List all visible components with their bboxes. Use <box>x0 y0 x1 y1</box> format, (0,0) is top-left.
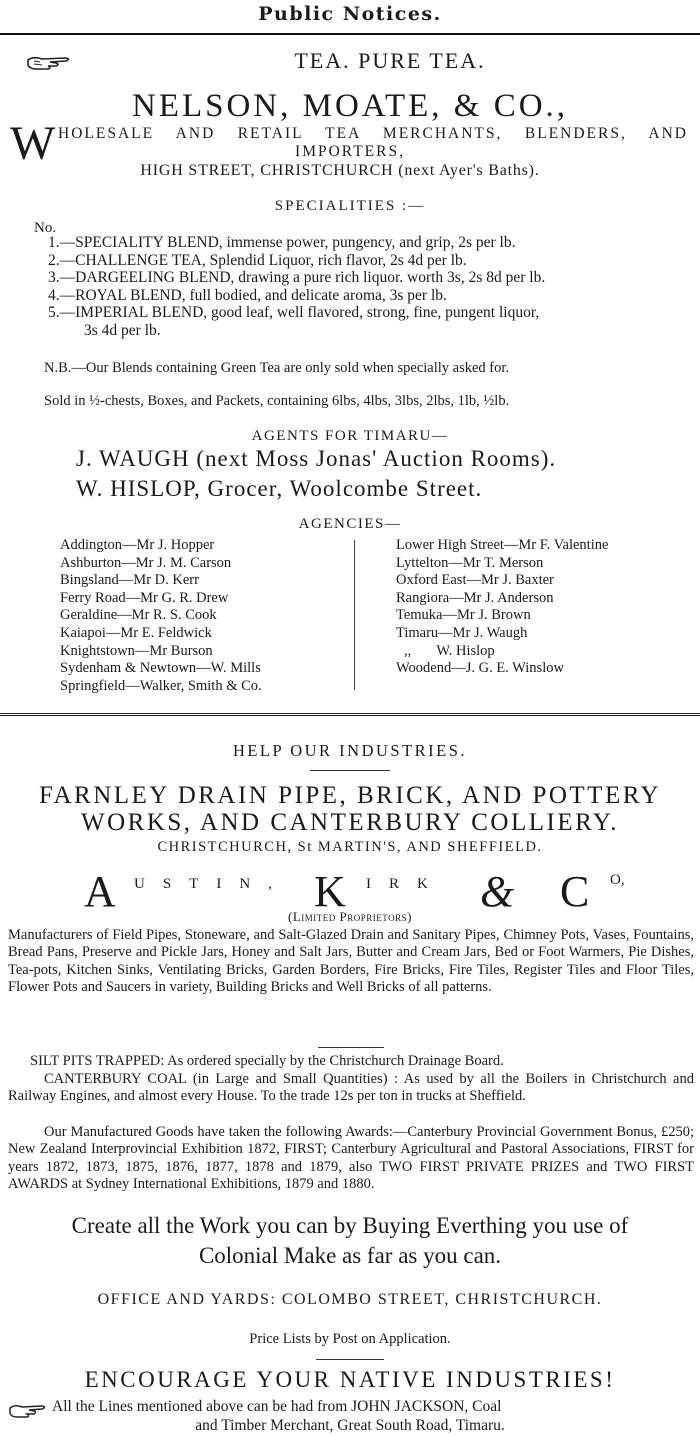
works-title: FARNLEY DRAIN PIPE, BRICK, AND POTTERY <box>38 782 662 809</box>
list-item: Temuka—Mr J. Brown <box>396 607 531 624</box>
short-rule <box>316 1359 384 1360</box>
list-item: ,, W. Hislop <box>404 642 495 659</box>
firm-initial: C <box>560 867 590 916</box>
trade-line: HOLESALE AND RETAIL TEA MERCHANTS, BLENDERS, AND <box>58 125 688 142</box>
encourage-headline: ENCOURAGE YOUR NATIVE INDUSTRIES! <box>84 1367 616 1392</box>
list-item: 5.—IMPERIAL BLEND, good leaf, well flavored, strong, fine, pungent liquor, <box>48 304 540 322</box>
list-item: Sydenham & Newtown—W. Mills <box>60 660 261 677</box>
coal-paragraph: CANTERBURY COAL (in Large and Small Quantities) : As used by all the Boilers in Christchurch and Railway Engines, and almost every House. To the trade 12s per ton in trucks at Sheffield. <box>8 1071 694 1105</box>
list-item: Geraldine—Mr R. S. Cook <box>60 607 217 624</box>
list-item: 4.—ROYAL BLEND, full bodied, and delicate aroma, 3s per lb. <box>48 286 447 304</box>
list-item: 2.—CHALLENGE TEA, Splendid Liquor, rich flavor, 2s 4d per lb. <box>48 251 467 269</box>
agent-waugh: J. WAUGH (next Moss Jonas' Auction Rooms). <box>76 446 557 471</box>
list-item: Kaiapoi—Mr E. Feldwick <box>60 624 212 641</box>
agencies-right-column <box>396 537 608 678</box>
brick-headline: HELP OUR INDUSTRIES. <box>232 741 468 760</box>
nb-note: N.B.—Our Blends containing Green Tea are only sold when specially asked for. <box>44 360 510 376</box>
ad-divider <box>0 713 700 716</box>
list-item: Ashburton—Mr J. M. Carson <box>60 554 232 571</box>
list-item: Knightstown—Mr Burson <box>60 642 213 659</box>
list-item: Bingsland—Mr D. Kerr <box>60 572 199 589</box>
list-item: Lower High Street—Mr F. Valentine <box>396 537 609 553</box>
trade-line: IMPORTERS, <box>295 143 405 160</box>
specialities-list <box>48 234 545 340</box>
list-item: 3.—DARGEELING BLEND, drawing a pure rich liquor. worth 3s, 2s 8d per lb. <box>48 269 546 287</box>
firm-name: USTIN, <box>134 876 290 892</box>
short-rule <box>310 770 390 771</box>
list-item: Oxford East—Mr J. Baxter <box>396 572 554 589</box>
list-item: 3s 4d per lb. <box>84 321 161 339</box>
company-name: NELSON, MOATE, & CO., <box>131 88 569 124</box>
list-item: Springfield—Walker, Smith & Co. <box>60 677 262 694</box>
list-item: 1.—SPECIALITY BLEND, immense power, pungency, and grip, 2s per lb. <box>48 234 516 251</box>
manufacturers-paragraph: Manufacturers of Field Pipes, Stoneware, and Salt-Glazed Drain and Sanitary Pipes, Chimney Pots, Vases, Fountains, Bread Pans, Preserve and Pickle Jars, Honey and Salt Jars, Butter and Cream Jars, Bed or Foot Warmers, Pie Dishes, Tea-pots, Kitchen Sinks, Ventilating Bricks, Garden Borders, Fire Bricks, Fire Tiles, Register Tiles and Floor Tiles, Flower Pots and Saucers in variety, Building Bricks and Well Bricks of all patterns. <box>8 927 694 995</box>
header-rule <box>0 33 700 35</box>
list-item: Ferry Road—Mr G. R. Drew <box>60 589 229 606</box>
agencies-left-column <box>60 537 262 695</box>
section-title: Public Notices. <box>258 3 442 25</box>
proprietors: (Limited Proprietors) <box>288 909 412 924</box>
short-rule <box>318 1047 384 1048</box>
price-lists: Price Lists by Post on Application. <box>249 1331 451 1347</box>
list-item: Rangiora—Mr J. Anderson <box>396 589 554 606</box>
agents-heading: AGENTS FOR TIMARU— <box>251 428 449 444</box>
works-location: CHRISTCHURCH, St MARTIN'S, AND SHEFFIELD. <box>157 839 543 855</box>
agencies-heading: AGENCIES— <box>298 516 402 532</box>
firm-initial: K <box>314 867 346 916</box>
list-item: Addington—Mr J. Hopper <box>60 537 215 553</box>
address: HIGH STREET, CHRISTCHURCH (next Ayer's Baths). <box>140 162 540 179</box>
create-slogan: Colonial Make as far as you can. <box>198 1243 502 1268</box>
sold-note: Sold in ½-chests, Boxes, and Packets, containing 6lbs, 4lbs, 3lbs, 2lbs, 1lb, ½lb. <box>44 393 510 409</box>
firm-initial: A <box>84 867 116 916</box>
column-divider <box>354 540 355 690</box>
awards-paragraph: Our Manufactured Goods have taken the following Awards:—Canterbury Provincial Government Bonus, £250; New Zealand Interprovincial Exhibition 1872, FIRST; Canterbury Agricultural and Pastoral Associations, FIRST for years 1872, 1873, 1875, 1876, 1877, 1878 and 1879, also TWO FIRST PRIVATE PRIZES and TWO FIRST AWARDS at Sydney International Exhibitions, 1879 and 1880. <box>8 1124 694 1192</box>
specialities-heading: SPECIALITIES :— <box>274 198 426 214</box>
list-item: Woodend—J. G. E. Winslow <box>396 660 564 677</box>
list-item: Timaru—Mr J. Waugh <box>396 624 528 641</box>
supplier-note: All the Lines mentioned above can be had from JOHN JACKSON, Coal <box>52 1398 502 1415</box>
firm-name: IRK <box>366 876 446 892</box>
list-item: Lyttelton—Mr T. Merson <box>396 554 544 571</box>
number-label: No. <box>34 220 57 236</box>
supplier-note: and Timber Merchant, Great South Road, Timaru. <box>195 1417 505 1434</box>
agent-hislop: W. HISLOP, Grocer, Woolcombe Street. <box>76 476 483 501</box>
ampersand: & <box>480 867 515 916</box>
tea-headline: TEA. PURE TEA. <box>294 48 486 73</box>
create-slogan: Create all the Work you can by Buying Everthing you use of <box>71 1213 629 1238</box>
drop-cap: W <box>10 117 56 170</box>
works-title: WORKS, AND CANTERBURY COLLIERY. <box>81 809 619 836</box>
firm-name: O, <box>610 872 625 888</box>
silt-paragraph: SILT PITS TRAPPED: As ordered specially by the Christchurch Drainage Board. <box>30 1053 504 1069</box>
office-address: OFFICE AND YARDS: COLOMBO STREET, CHRISTCHURCH. <box>97 1291 603 1308</box>
